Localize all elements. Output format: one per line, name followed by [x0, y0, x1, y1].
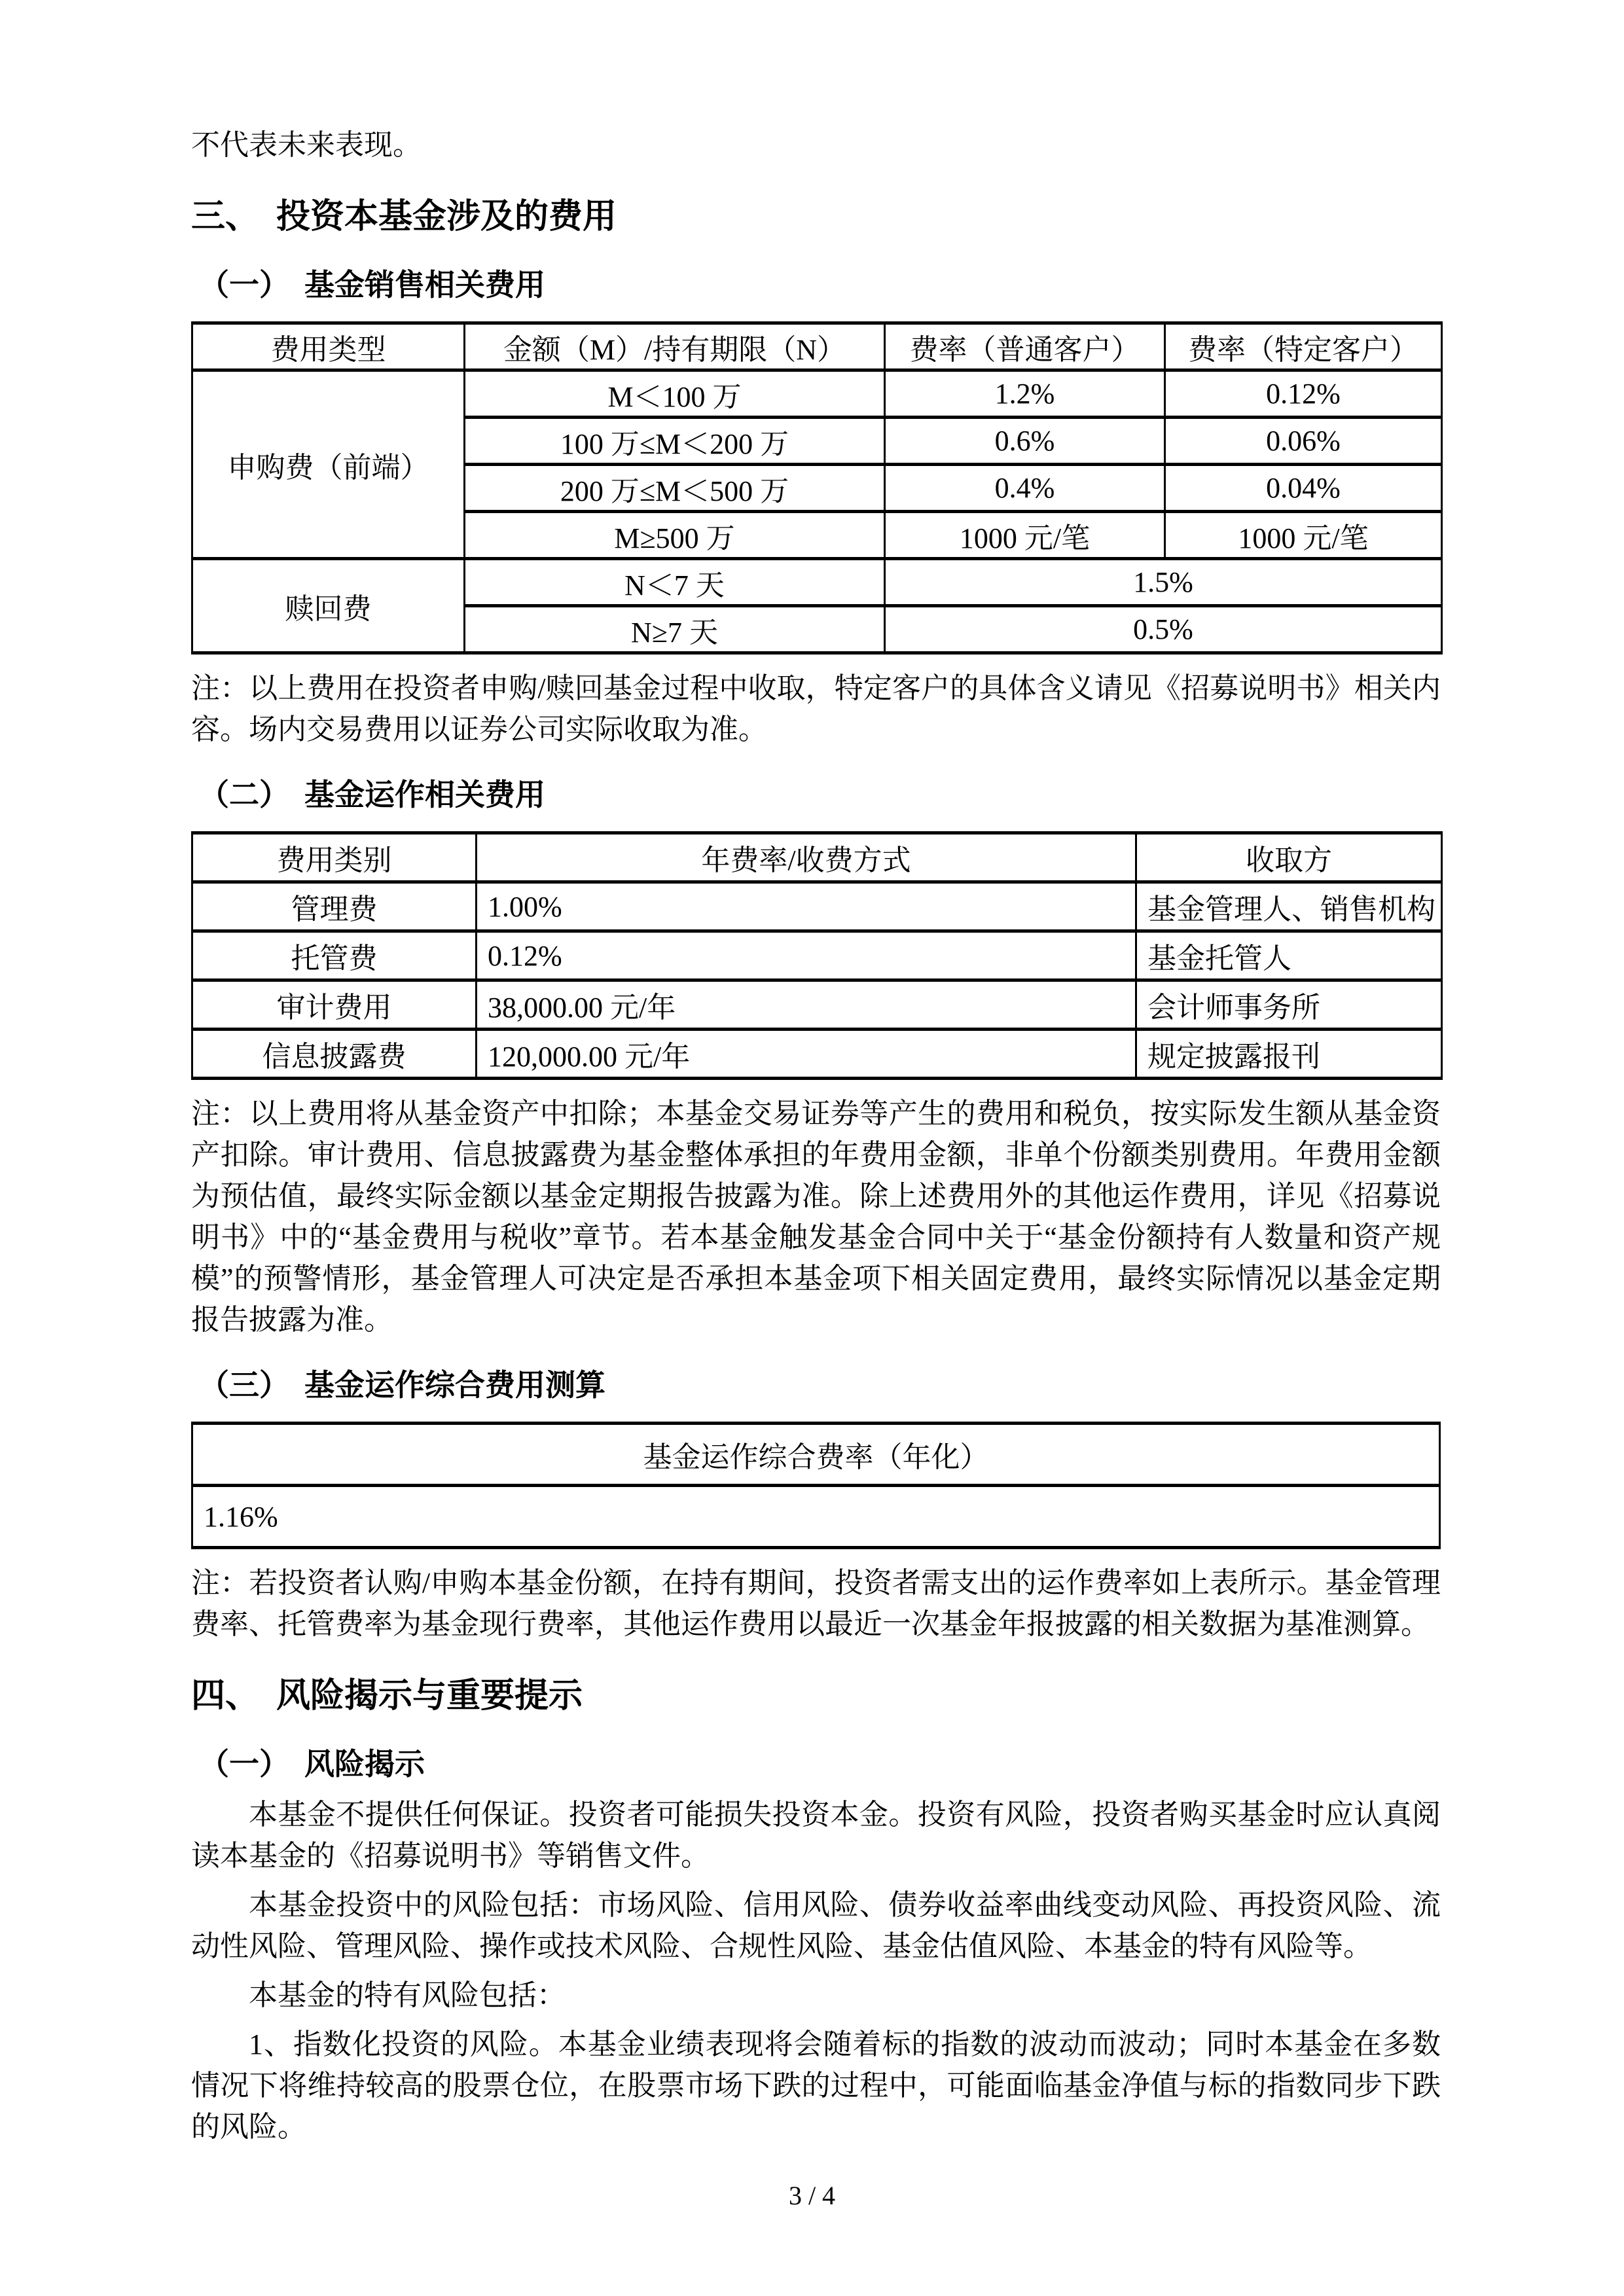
table-cell-redeem-rate: 0.5%: [885, 606, 1442, 653]
subsection-title-risk-disclosure: （一） 风险揭示: [199, 1748, 425, 1781]
table-cell-payee: 基金托管人: [1136, 931, 1442, 980]
table-cell-rate-special: 0.04%: [1165, 465, 1442, 512]
table-cell-rate: 120,000.00 元/年: [477, 1030, 1136, 1079]
column-header-payee: 收取方: [1136, 833, 1442, 882]
section-title-risk: 四、 风险揭示与重要提示: [191, 1677, 583, 1715]
composite-fee-table-note: 注：若投资者认购/申购本基金份额，在持有期间，投资者需支出的运作费率如上表所示。基金管理费率、托管费率为基金现行费率，其他运作费用以最近一次基金年报披露的相关数据为基准测算。: [191, 1567, 1441, 1640]
table-cell-rate-special: 1000 元/笔: [1165, 512, 1442, 559]
table-header-row: [192, 833, 1442, 882]
table-cell-range: M≥500 万: [465, 512, 885, 559]
table-cell-fee-type: 托管费: [192, 931, 477, 980]
section-title-fees: 三、 投资本基金涉及的费用: [191, 198, 617, 236]
operation-fee-table-note: 注：以上费用将从基金资产中扣除；本基金交易证券等产生的费用和税负，按实际发生额从基金资产扣除。审计费用、信息披露费为基金整体承担的年费用金额，非单个份额类别费用。年费用金额为预估值，最终实际金额以基金定期报告披露为准。除上述费用外的其他运作费用，详见《招募说明书》中的“基金费用与税收”章节。若本基金触发基金合同中关于“基金份额持有人数量和资产规模”的预警情形，基金管理人可决定是否承担本基金项下相关固定费用，最终实际情况以基金定期报告披露为准。: [191, 1098, 1441, 1336]
table-cell-rate: 0.12%: [477, 931, 1136, 980]
table-cell-payee: 规定披露报刊: [1136, 1030, 1442, 1079]
table-header-row: [192, 1424, 1440, 1486]
risk-paragraph: 本基金投资中的风险包括：市场风险、信用风险、债券收益率曲线变动风险、再投资风险、流动性风险、管理风险、操作或技术风险、合规性风险、基金估值风险、本基金的特有风险等。: [191, 1889, 1441, 1962]
page-number: 3 / 4: [788, 2181, 836, 2210]
table-cell-rate-normal: 1.2%: [885, 370, 1165, 418]
column-header-fee-type: 费用类型: [192, 323, 465, 370]
table-cell-range: 100 万≤M＜200 万: [465, 418, 885, 465]
table-cell-rate-normal: 0.4%: [885, 465, 1165, 512]
operation-fee-table: [191, 831, 1443, 1080]
column-header-annual-rate: 年费率/收费方式: [477, 833, 1136, 882]
column-header-rate-normal: 费率（普通客户）: [885, 323, 1165, 370]
risk-paragraph: 本基金不提供任何保证。投资者可能损失投资本金。投资有风险，投资者购买基金时应认真阅读本基金的《招募说明书》等销售文件。: [191, 1799, 1441, 1872]
column-header-rate-special: 费率（特定客户）: [1165, 323, 1442, 370]
table-cell-rate-normal: 0.6%: [885, 418, 1165, 465]
table-cell-range: 200 万≤M＜500 万: [465, 465, 885, 512]
table-cell-purchase-fee-label: 申购费（前端）: [192, 370, 465, 559]
table-cell-fee-type: 管理费: [192, 882, 477, 931]
table-cell-redeem-fee-label: 赎回费: [192, 559, 465, 653]
sales-fee-table: [191, 321, 1443, 655]
table-cell-rate: 38,000.00 元/年: [477, 980, 1136, 1030]
table-row: [192, 882, 1442, 931]
table-cell-rate-special: 0.12%: [1165, 370, 1442, 418]
table-cell-fee-type: 信息披露费: [192, 1030, 477, 1079]
table-cell-payee: 基金管理人、销售机构: [1136, 882, 1442, 931]
table-row: [192, 370, 1442, 418]
table-row: [192, 1030, 1442, 1079]
table-cell-range: M＜100 万: [465, 370, 885, 418]
column-header-composite-rate: 基金运作综合费率（年化）: [192, 1424, 1440, 1486]
column-header-fee-category: 费用类别: [192, 833, 477, 882]
table-cell-range: N≥7 天: [465, 606, 885, 653]
table-row: [192, 559, 1442, 606]
continuation-text: 不代表未来表现。: [191, 129, 422, 161]
sales-fee-table-note: 注：以上费用在投资者申购/赎回基金过程中收取，特定客户的具体含义请见《招募说明书》相关内容。场内交易费用以证券公司实际收取为准。: [191, 672, 1441, 745]
subsection-title-composite-fees: （三） 基金运作综合费用测算: [199, 1369, 605, 1402]
table-cell-rate-special: 0.06%: [1165, 418, 1442, 465]
subsection-title-sales-fees: （一） 基金销售相关费用: [199, 268, 545, 302]
table-header-row: [192, 323, 1442, 370]
risk-paragraph: 1、指数化投资的风险。本基金业绩表现将会随着标的指数的波动而波动；同时本基金在多数情况下将维持较高的股票仓位，在股票市场下跌的过程中，可能面临基金净值与标的指数同步下跌的风险。: [191, 2028, 1441, 2143]
subsection-title-operation-fees: （二） 基金运作相关费用: [199, 778, 545, 812]
table-cell-payee: 会计师事务所: [1136, 980, 1442, 1030]
table-cell-fee-type: 审计费用: [192, 980, 477, 1030]
table-cell-range: N＜7 天: [465, 559, 885, 606]
table-cell-composite-rate-value: 1.16%: [192, 1486, 1440, 1548]
table-cell-redeem-rate: 1.5%: [885, 559, 1442, 606]
table-row: [192, 931, 1442, 980]
table-cell-rate: 1.00%: [477, 882, 1136, 931]
column-header-amount-period: 金额（M）/持有期限（N）: [465, 323, 885, 370]
table-row: [192, 980, 1442, 1030]
composite-fee-table: [191, 1422, 1441, 1549]
table-cell-rate-normal: 1000 元/笔: [885, 512, 1165, 559]
table-row: [192, 1486, 1440, 1548]
risk-paragraph: 本基金的特有风险包括：: [249, 1979, 566, 2011]
